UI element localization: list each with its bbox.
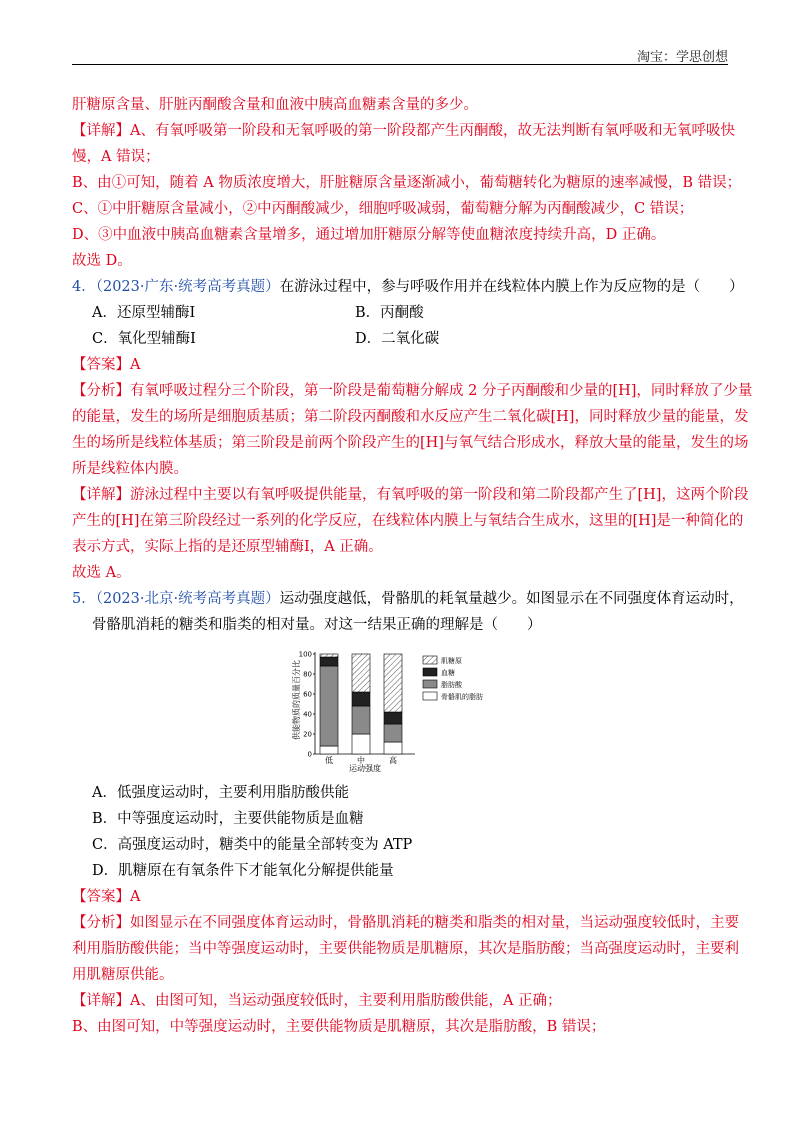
detail-line: 表示方式，实际上指的是还原型辅酶Ⅰ，A 正确。 <box>72 539 383 555</box>
answer-line: 故选 D。 <box>72 253 132 269</box>
y-tick-label: 60 <box>303 690 312 699</box>
legend-label: 骨骼肌的脂肪 <box>441 693 483 701</box>
detail-line: 产生的[H]在第三阶段经过一系列的化学反应，在线粒体内膜上与氧结合生成水，这里的[H]是一种简化的 <box>72 513 744 529</box>
question-number: 4． <box>72 279 96 295</box>
legend-swatch <box>423 668 437 676</box>
option-c: C．氧化型辅酶Ⅰ <box>92 331 196 347</box>
answer-line: B、由①可知，随着 A 物质浓度增大，肝脏糖原含量逐渐减小，葡萄糖转化为糖原的速率减慢，B 错误； <box>72 175 742 191</box>
x-axis-label: 运动强度 <box>349 764 381 773</box>
option-d: D．二氧化碳 <box>355 331 440 347</box>
document-content <box>72 92 753 1040</box>
detail-line: 【详解】游泳过程中主要以有氧呼吸提供能量，有氧呼吸的第一阶段和第二阶段都产生了[H]，这两个阶段 <box>72 487 749 503</box>
x-tick-label: 低 <box>325 756 333 765</box>
y-axis-label: 供能物质的质量百分比 <box>292 660 301 740</box>
x-tick-label: 中 <box>357 756 365 765</box>
legend-swatch <box>423 692 437 700</box>
bar-segment <box>320 746 338 754</box>
question-source: （2023·广东·统考高考真题） <box>95 279 280 295</box>
option-c: C．高强度运动时，糖类中的能量全部转变为 ATP <box>92 837 413 853</box>
y-tick-label: 40 <box>303 710 312 719</box>
bar-segment <box>320 666 338 746</box>
analysis-line: 用肌糖原供能。 <box>72 967 174 983</box>
detail-line: B、由图可知，中等强度运动时，主要供能物质是肌糖原，其次是脂肪酸，B 错误； <box>72 1019 606 1035</box>
legend-label: 肌糖原 <box>441 657 462 665</box>
bar-segment <box>320 654 338 657</box>
energy-source-chart <box>285 646 585 774</box>
legend-label: 血糖 <box>441 669 455 677</box>
option-a: A．还原型辅酶Ⅰ <box>92 305 196 321</box>
analysis-line: 生的场所是线粒体基质；第三阶段是前两个阶段产生的[H]与氧气结合形成水，释放大量的能量，发生的场 <box>72 435 749 451</box>
question-number: 5． <box>72 591 96 607</box>
conclusion-line: 故选 A。 <box>72 565 131 581</box>
stacked-bar-chart <box>285 646 585 774</box>
answer-label: 【答案】A <box>72 889 141 905</box>
bar-segment <box>384 712 402 724</box>
question-4-options-row <box>72 326 728 352</box>
y-tick-label: 0 <box>307 750 312 759</box>
bar-segment <box>384 742 402 754</box>
option-a: A．低强度运动时，主要利用脂肪酸供能 <box>92 785 349 801</box>
question-text: 在游泳过程中，参与呼吸作用并在线粒体内膜上作为反应物的是（ ） <box>279 279 744 295</box>
option-b: B．丙酮酸 <box>355 305 424 321</box>
answer-line: 肝糖原含量、肝脏丙酮酸含量和血液中胰高血糖素含量的多少。 <box>72 97 478 113</box>
y-tick-label: 100 <box>298 650 312 659</box>
header-divider <box>72 64 728 65</box>
answer-line: D、③中血液中胰高血糖素含量增多，通过增加肝糖原分解等使血糖浓度持续升高，D 正确。 <box>72 227 666 243</box>
answer-line: C、①中肝糖原含量减小，②中丙酮酸减少，细胞呼吸减弱，葡萄糖分解为丙酮酸减少，C 错误； <box>72 201 694 217</box>
analysis-line: 所是线粒体内膜。 <box>72 461 188 477</box>
y-tick-label: 20 <box>303 730 312 739</box>
question-5-stem <box>72 586 744 612</box>
question-source: （2023·北京·统考高考真题） <box>95 591 280 607</box>
legend-swatch <box>423 680 437 688</box>
option-d: D．肌糖原在有氧条件下才能氧化分解提供能量 <box>92 863 394 879</box>
bar-segment <box>352 692 370 706</box>
bar-segment <box>384 654 402 712</box>
y-tick-label: 80 <box>303 670 312 679</box>
header-brand-text: 淘宝：学思创想 <box>636 50 728 65</box>
answer-line: 慢，A 错误； <box>72 149 160 165</box>
question-4-options-row <box>72 300 728 326</box>
analysis-line: 利用脂肪酸供能；当中等强度运动时，主要供能物质是肌糖原，其次是脂肪酸；当高强度运动时，主要利 <box>72 941 739 957</box>
bar-segment <box>352 734 370 754</box>
answer-line: 【详解】A、有氧呼吸第一阶段和无氧呼吸的第一阶段都产生丙酮酸，故无法判断有氧呼吸和无氧呼吸快 <box>72 123 735 139</box>
bar-segment <box>352 706 370 734</box>
legend-label: 脂肪酸 <box>441 681 462 689</box>
x-tick-label: 高 <box>389 756 397 765</box>
option-b: B．中等强度运动时，主要供能物质是血糖 <box>92 811 364 827</box>
bar-segment <box>320 657 338 666</box>
bar-segment <box>352 654 370 692</box>
question-4-stem <box>72 274 744 300</box>
question-text-continued: 骨骼肌消耗的糖类和脂类的相对量。对这一结果正确的理解是（ ） <box>92 617 542 633</box>
question-text: 运动强度越低，骨骼肌的耗氧量越少。如图显示在不同强度体育运动时， <box>279 591 744 607</box>
analysis-line: 【分析】有氧呼吸过程分三个阶段，第一阶段是葡萄糖分解成 2 分子丙酮酸和少量的[H]，同时释放了少量 <box>72 383 753 399</box>
detail-line: 【详解】A、由图可知，当运动强度较低时，主要利用脂肪酸供能，A 正确； <box>72 993 562 1009</box>
legend-swatch <box>423 656 437 664</box>
bar-segment <box>384 724 402 742</box>
analysis-line: 的能量，发生的场所是细胞质基质；第二阶段丙酮酸和水反应产生二氧化碳[H]，同时释放少量的能量，发 <box>72 409 749 425</box>
answer-label: 【答案】A <box>72 357 141 373</box>
analysis-line: 【分析】如图显示在不同强度体育运动时，骨骼肌消耗的糖类和脂类的相对量，当运动强度较低时，主要 <box>72 915 739 931</box>
